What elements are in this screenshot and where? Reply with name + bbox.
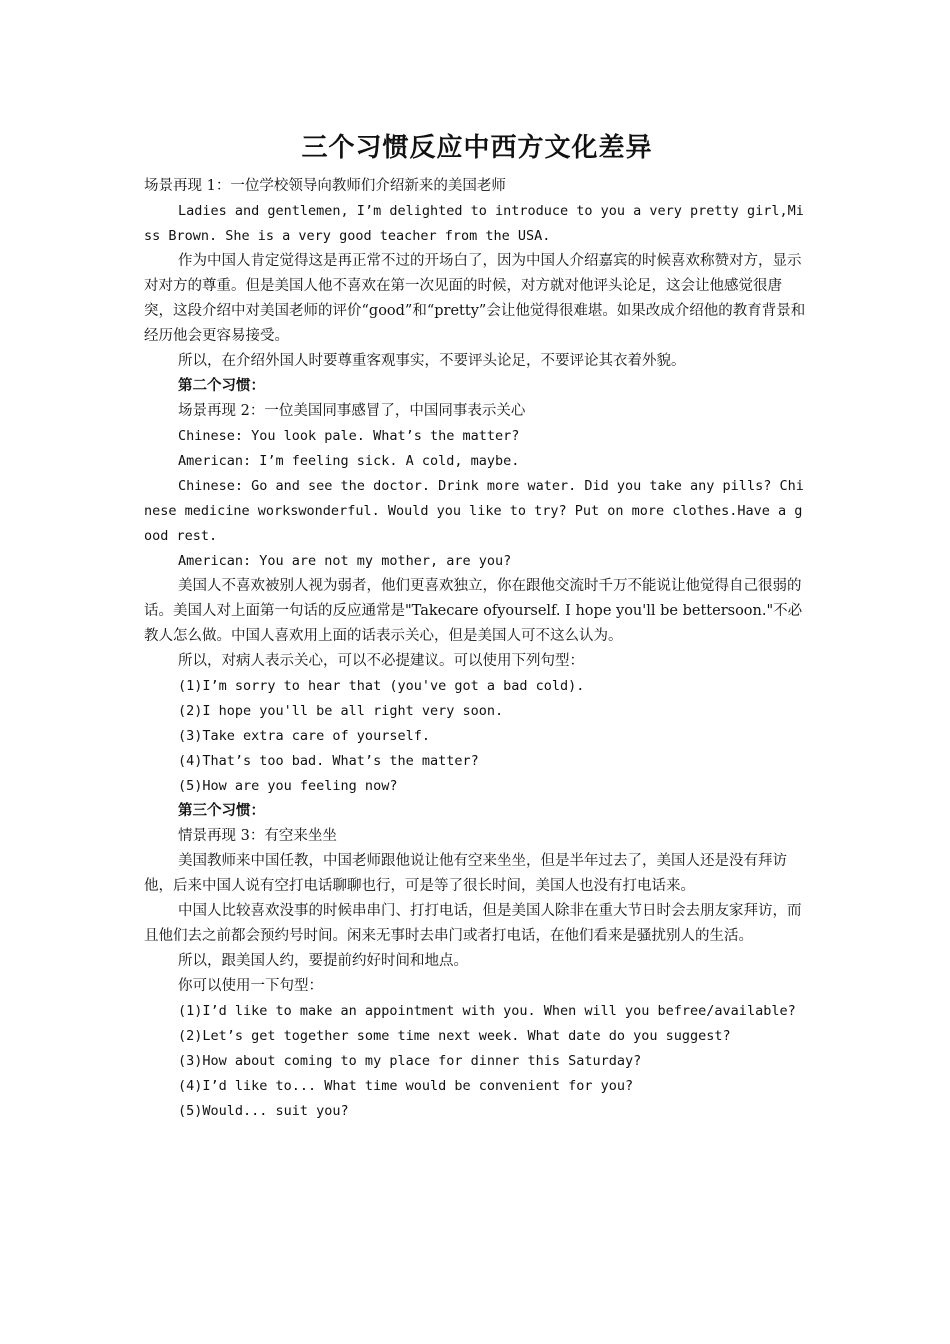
section2-paragraph-1: 美国人不喜欢被别人视为弱者，他们更喜欢独立，你在跟他交流时千万不能说让他觉得自己很弱的话。美国人对上面第一句话的反应通常是"Takecare ofyourself. I hope you'll be bettersoon."不必教人怎么做。中国人喜欢用上面的话表示关心，但是美国人可不这么认为。 [144, 578, 803, 644]
section1-paragraph-2: 所以，在介绍外国人时要尊重客观事实，不要评头论足，不要评论其衣着外貌。 [178, 353, 686, 369]
section2-heading: 第二个习惯： [178, 378, 265, 394]
scene-3: 情景再现 3：有空来坐坐 [178, 828, 337, 844]
section2-paragraph-2: 所以，对病人表示关心，可以不必提建议。可以使用下列句型： [178, 653, 584, 669]
section3-paragraph-1: 美国教师来中国任教，中国老师跟他说让他有空来坐坐，但是半年过去了，美国人还是没有拜访他，后来中国人说有空打电话聊聊也行，可是等了很长时间，美国人也没有打电话来。 [144, 853, 787, 894]
document-page [144, 128, 810, 1124]
dialog-line: Chinese: You look pale. What’s the matter? [178, 428, 520, 444]
pattern-item: (2)Let’s get together some time next week. What date do you suggest? [178, 1028, 731, 1044]
section3-paragraph-2: 中国人比较喜欢没事的时候串串门、打打电话，但是美国人除非在重大节日时会去朋友家拜访，而且他们去之前都会预约号时间。闲来无事时去串门或者打电话，在他们看来是骚扰别人的生活。 [144, 903, 802, 944]
pattern-item: (5)Would... suit you? [178, 1103, 349, 1119]
document-title: 三个习惯反应中西方文化差异 [301, 133, 653, 163]
pattern-item: (3)Take extra care of yourself. [178, 728, 430, 744]
dialog-line: American: I’m feeling sick. A cold, maybe. [178, 453, 520, 469]
pattern-item: (4)That’s too bad. What’s the matter? [178, 753, 479, 769]
pattern-item: (4)I’d like to... What time would be convenient for you? [178, 1078, 634, 1094]
pattern-item: (2)I hope you'll be all right very soon. [178, 703, 504, 719]
scene-2: 场景再现 2：一位美国同事感冒了，中国同事表示关心 [178, 403, 526, 419]
section1-paragraph-1: 作为中国人肯定觉得这是再正常不过的开场白了，因为中国人介绍嘉宾的时候喜欢称赞对方，显示对对方的尊重。但是美国人他不喜欢在第一次见面的时候，对方就对他评头论足，这会让他感觉很唐突，这段介绍中对美国老师的评价“good”和“pretty”会让他觉得很难堪。如果改成介绍他的教育背景和经历他会更容易接受。 [144, 253, 806, 344]
dialog-line: American: You are not my mother, are you? [178, 553, 512, 569]
dialog-line: Chinese: Go and see the doctor. Drink more water. Did you take any pills? Chinese medicine workswonderful. Would you like to try? Put on more clothes.Have a good rest. [144, 478, 804, 544]
section3-paragraph-3: 所以，跟美国人约，要提前约好时间和地点。 [178, 953, 468, 969]
pattern-item: (3)How about coming to my place for dinner this Saturday? [178, 1053, 642, 1069]
pattern-item: (1)I’m sorry to hear that (you've got a bad cold). [178, 678, 585, 694]
pattern-item: (1)I’d like to make an appointment with you. When will you befree/available? [178, 1003, 796, 1019]
section3-paragraph-4: 你可以使用一下句型： [178, 978, 323, 994]
scene-1: 场景再现 1：一位学校领导向教师们介绍新来的美国老师 [144, 178, 506, 194]
section3-heading: 第三个习惯： [178, 803, 265, 819]
english-intro: Ladies and gentlemen, I’m delighted to introduce to you a very pretty girl,Miss Brown. She is a very good teacher from the USA. [144, 203, 804, 244]
pattern-item: (5)How are you feeling now? [178, 778, 398, 794]
